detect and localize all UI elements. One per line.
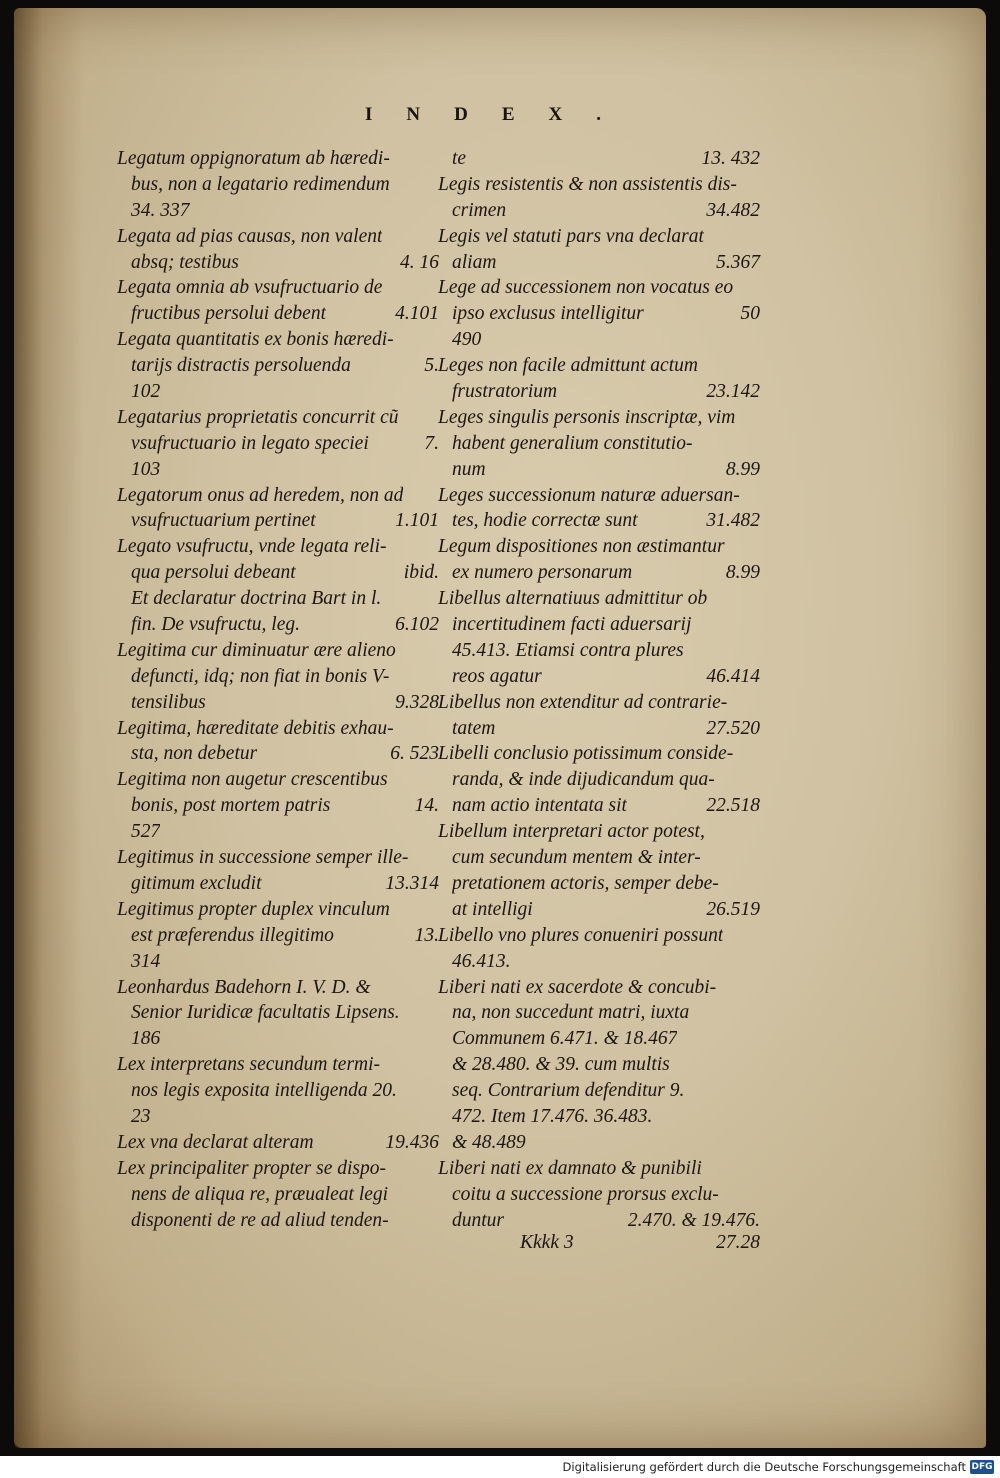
- index-line: duntur 2.470. & 19.476.: [452, 1209, 760, 1231]
- index-line: Communem 6.471. & 18.467: [452, 1028, 678, 1050]
- index-line: Liberi nati ex sacerdote & concubi-: [438, 976, 717, 998]
- index-line: fin. De vsufructu, leg. 6.102: [131, 614, 439, 636]
- index-line: Libelli conclusio potissimum conside-: [438, 743, 734, 765]
- index-line: nos legis exposita intelligenda 20.: [131, 1080, 397, 1102]
- index-line: Legitima, hæreditate debitis exhau-: [117, 717, 394, 739]
- index-line: reos agatur 46.414: [452, 665, 760, 687]
- index-line: 490: [452, 329, 482, 351]
- index-line: tensilibus 9.328: [131, 691, 439, 713]
- index-line: randa, & inde dijudicandum qua-: [452, 769, 715, 791]
- catchword: 27.28: [716, 1232, 760, 1253]
- index-line: 314: [131, 950, 161, 972]
- page-gutter-shadow: [14, 8, 84, 1448]
- index-line: Legatum oppignoratum ab hæredi-: [117, 148, 390, 169]
- index-line: Legata quantitatis ex bonis hæredi-: [117, 329, 394, 351]
- index-line: Libellus alternatiuus admittitur ob: [438, 588, 708, 610]
- index-line: Legis vel statuti pars vna declarat: [438, 225, 704, 247]
- index-line: qua persolui debeant ibid.: [131, 562, 439, 584]
- index-line: aliam 5.367: [452, 251, 760, 273]
- index-line: tatem 27.520: [452, 717, 760, 739]
- index-column-right: [438, 146, 760, 1233]
- index-line: incertitudinem facti aduersarij: [452, 614, 692, 636]
- index-line: seq. Contrarium defenditur 9.: [452, 1080, 685, 1102]
- index-line: & 48.489: [452, 1131, 526, 1153]
- index-line: vsufructuarium pertinet 1.101: [131, 510, 439, 532]
- page-header: INDEX.: [365, 104, 635, 125]
- index-line: Lex principaliter propter se dispo-: [117, 1157, 387, 1179]
- index-column-left: [117, 146, 439, 1233]
- index-line: Legato vsufructu, vnde legata reli-: [117, 536, 387, 558]
- index-line: Lege ad successionem non vocatus eo: [438, 277, 734, 299]
- index-line: gitimum excludit 13.314: [131, 872, 439, 894]
- index-line: na, non succedunt matri, iuxta: [452, 1002, 690, 1024]
- index-line: crimen 34.482: [452, 199, 760, 221]
- index-line: & 28.480. & 39. cum multis: [452, 1054, 670, 1076]
- index-line: te 13. 432: [452, 148, 760, 169]
- index-line: Legitimus in successione semper ille-: [117, 847, 409, 869]
- index-line: at intelligi 26.519: [452, 898, 760, 920]
- index-line: absq; testibus 4. 16: [131, 251, 439, 273]
- index-line: Legatarius proprietatis concurrit cũ: [117, 406, 399, 428]
- index-line: 186: [131, 1028, 161, 1050]
- index-line: 103: [131, 458, 161, 480]
- index-line: nens de aliqua re, præualeat legi: [131, 1183, 389, 1205]
- index-line: 34. 337: [131, 199, 190, 221]
- index-line: cum secundum mentem & inter-: [452, 847, 701, 869]
- index-line: disponenti de re ad aliud tenden-: [131, 1209, 389, 1231]
- index-line: Legis resistentis & non assistentis dis-: [438, 173, 737, 195]
- index-line: bus, non a legatario redimendum: [131, 173, 390, 195]
- dfg-logo-icon: DFG: [971, 1462, 993, 1472]
- index-line: defuncti, idq; non fiat in bonis V-: [131, 665, 390, 687]
- index-line: ex numero personarum 8.99: [452, 562, 760, 584]
- index-line: bonis, post mortem patris 14.: [131, 795, 439, 817]
- index-line: tarijs distractis persoluenda 5.: [131, 355, 439, 377]
- index-line: 102: [131, 381, 161, 403]
- index-line: Legum dispositiones non æstimantur: [438, 536, 725, 558]
- index-line: Legitima cur diminuatur ære alieno: [117, 639, 396, 661]
- index-line: 23: [131, 1105, 151, 1127]
- index-line: Legatorum onus ad heredem, non ad: [117, 484, 404, 506]
- index-line: 527: [131, 821, 161, 843]
- signature-mark: Kkkk 3: [520, 1232, 574, 1253]
- index-line: habent generalium constitutio-: [452, 432, 693, 454]
- index-line: num 8.99: [452, 458, 760, 480]
- index-line: Leges singulis personis inscriptæ, vim: [438, 406, 736, 428]
- index-line: Libellum interpretari actor potest,: [438, 821, 705, 843]
- index-line: Legata ad pias causas, non valent: [117, 225, 383, 247]
- index-line: ipso exclusus intelligitur 50: [452, 303, 760, 325]
- index-line: 472. Item 17.476. 36.483.: [452, 1105, 653, 1127]
- index-line: Leonhardus Badehorn I. V. D. &: [117, 976, 371, 998]
- footer-credit-text: Digitalisierung gefördert durch die Deutsche Forschungsgemeinschaft: [562, 1460, 966, 1474]
- index-line: Liberi nati ex damnato & punibili: [438, 1157, 702, 1179]
- index-line: Lex vna declarat alteram 19.436: [117, 1131, 439, 1153]
- index-line: Libello vno plures conueniri possunt: [438, 924, 724, 946]
- index-line: vsufructuario in legato speciei 7.: [131, 432, 439, 454]
- index-line: Leges successionum naturæ aduersan-: [438, 484, 740, 506]
- index-line: sta, non debetur 6. 523: [131, 743, 439, 765]
- index-line: coitu a successione prorsus exclu-: [452, 1183, 719, 1205]
- index-line: nam actio intentata sit 22.518: [452, 795, 760, 817]
- index-line: pretationem actoris, semper debe-: [452, 872, 719, 894]
- digitization-footer: [0, 1456, 1000, 1478]
- index-line: Legitima non augetur crescentibus: [117, 769, 388, 791]
- index-line: Senior Iuridicæ facultatis Lipsens.: [131, 1002, 400, 1024]
- index-line: Libellus non extenditur ad contrarie-: [438, 691, 728, 713]
- index-line: Legitimus propter duplex vinculum: [117, 898, 390, 920]
- index-line: 45.413. Etiamsi contra plures: [452, 639, 684, 661]
- index-line: Leges non facile admittunt actum: [438, 355, 698, 377]
- index-line: Lex interpretans secundum termi-: [117, 1054, 381, 1076]
- index-line: tes, hodie correctæ sunt 31.482: [452, 510, 760, 532]
- index-line: 46.413.: [452, 950, 511, 972]
- index-line: Et declaratur doctrina Bart in l.: [131, 588, 382, 610]
- index-line: est præferendus illegitimo 13.: [131, 924, 439, 946]
- index-line: frustratorium 23.142: [452, 381, 760, 403]
- index-line: fructibus persolui debent 4.101: [131, 303, 439, 325]
- index-line: Legata omnia ab vsufructuario de: [117, 277, 383, 299]
